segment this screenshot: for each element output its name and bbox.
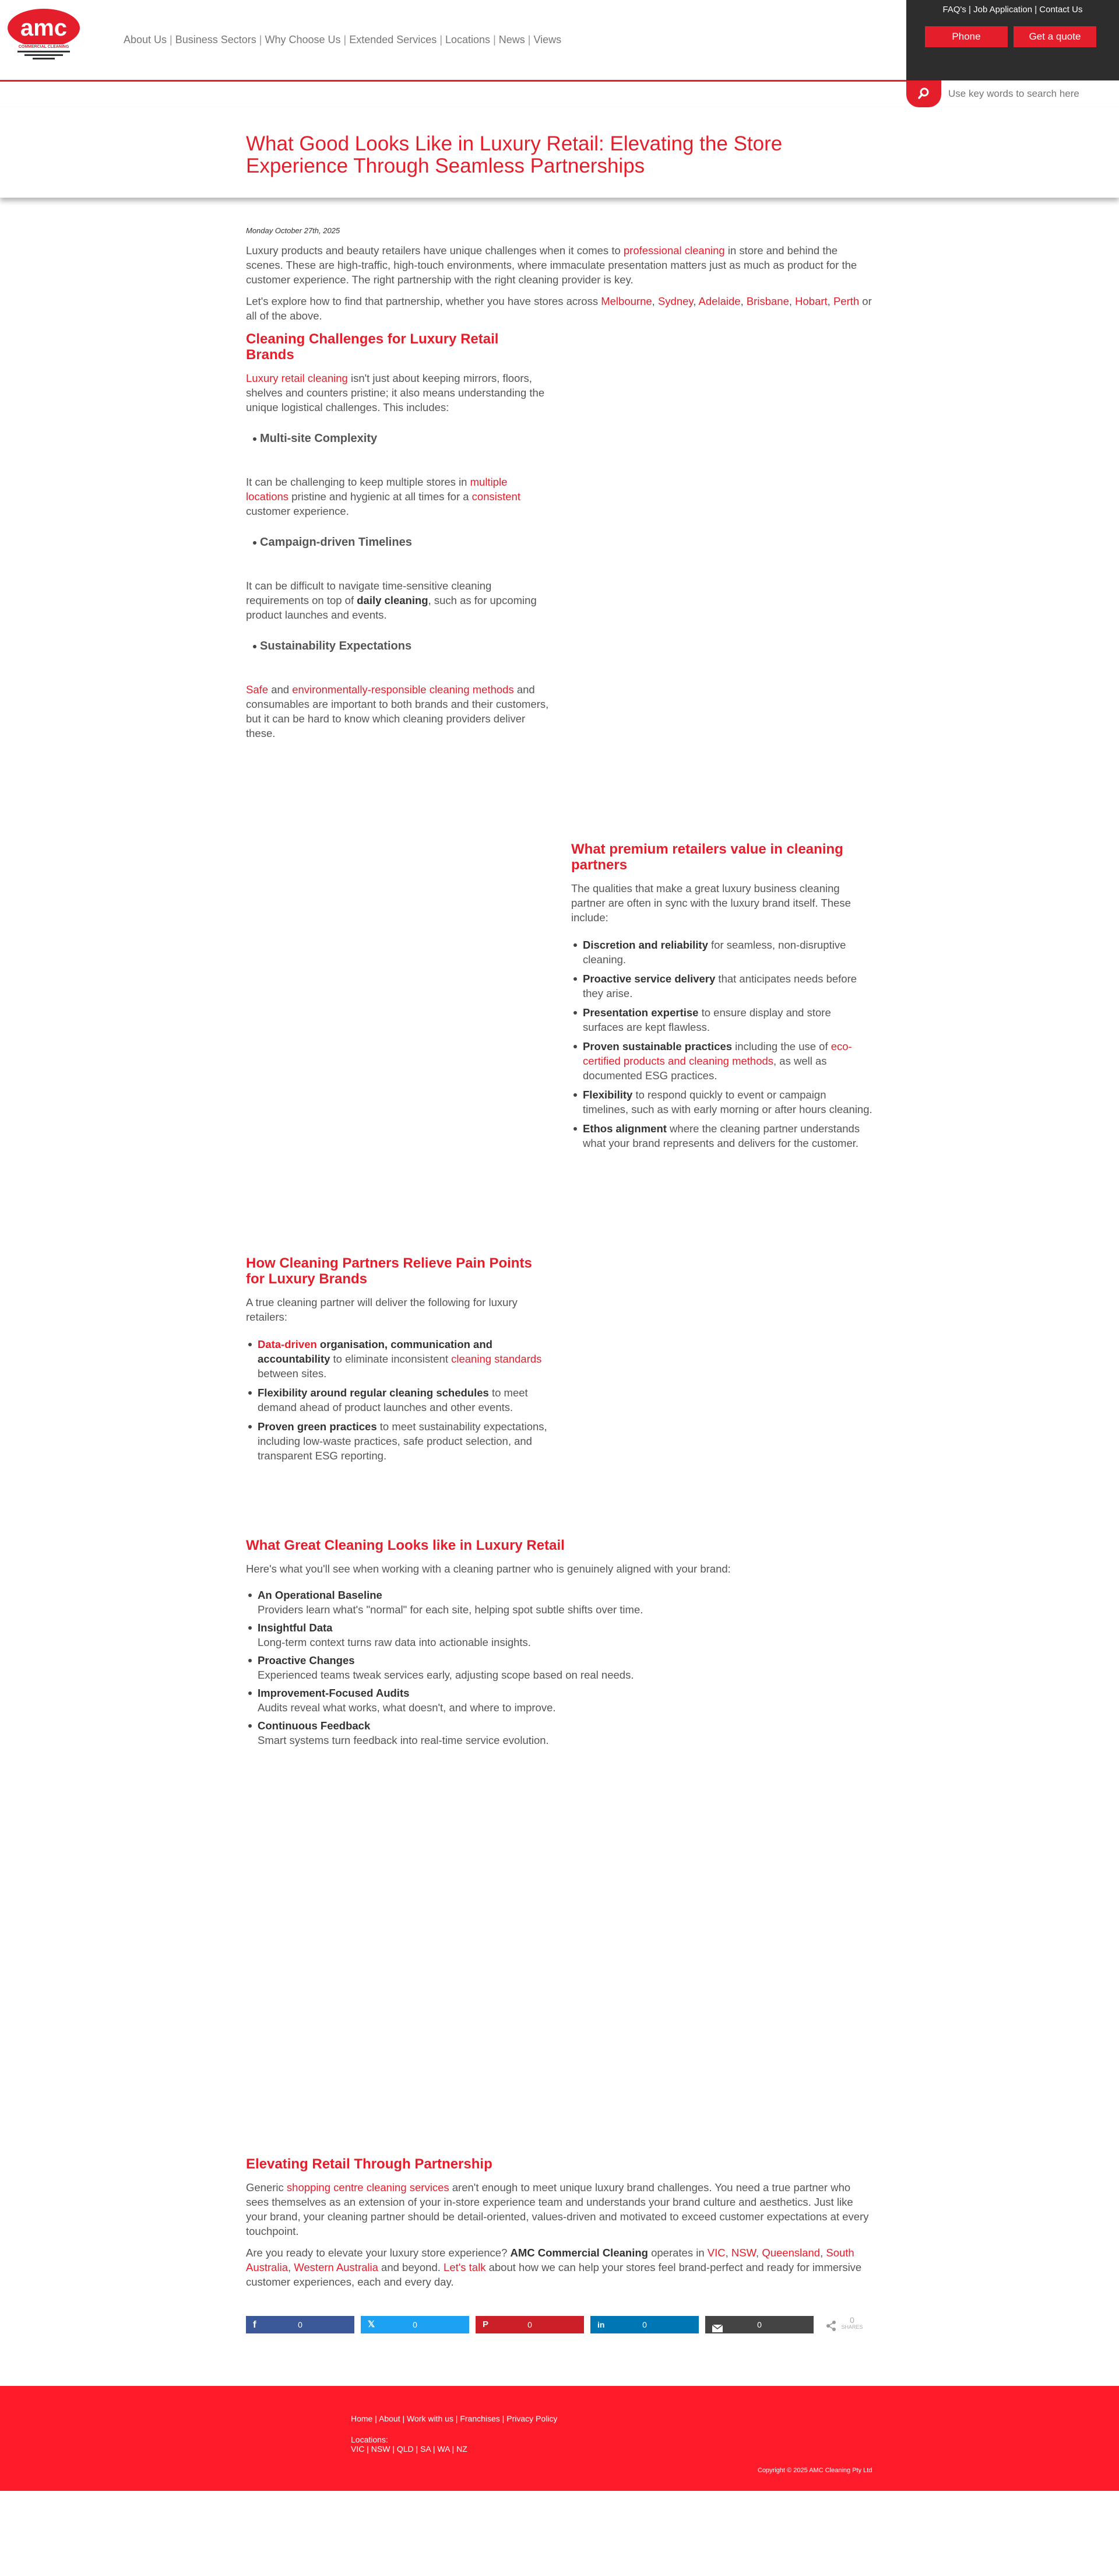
- link-hobart[interactable]: Hobart: [795, 295, 828, 307]
- footer-link-home[interactable]: Home: [351, 2414, 373, 2423]
- svg-text:COMMERCIAL CLEANING: COMMERCIAL CLEANING: [18, 45, 69, 49]
- text: aren't enough to meet unique luxury brand challenges. You need a true partner who sees themselves as an extension of your in-store experience team and understands your brand culture and aesthetics. Just like your brand, your cleaning partner should be detail-oriented, values-driven and motivated to exceed customer expectations at every touchpoint.: [246, 2181, 869, 2237]
- elevating-heading: Elevating Retail Through Partnership: [246, 2156, 492, 2172]
- x-icon: 𝕏: [368, 2319, 375, 2329]
- list-item: [246, 1653, 872, 1682]
- text: ,: [820, 2247, 826, 2259]
- share-linkedin-button[interactable]: [590, 2316, 699, 2333]
- link-adelaide[interactable]: Adelaide: [698, 295, 741, 307]
- link-western-australia[interactable]: Western Australia: [294, 2261, 378, 2273]
- text: to eliminate inconsistent: [330, 1353, 452, 1365]
- copyright: Copyright © 2025 AMC Cleaning Pty Ltd: [758, 2467, 872, 2474]
- bullet: [573, 1045, 577, 1048]
- link-melbourne[interactable]: Melbourne: [601, 295, 652, 307]
- facebook-icon: f: [253, 2319, 256, 2330]
- pain-heading: How Cleaning Partners Relieve Pain Points for Luxury Brands: [246, 1255, 532, 1287]
- text: It can be challenging to keep multiple stores in: [246, 476, 470, 488]
- link-eco-methods[interactable]: environmentally-responsible cleaning methods: [292, 683, 514, 696]
- link-sydney[interactable]: Sydney: [657, 295, 694, 307]
- share-count: 0: [527, 2320, 532, 2329]
- text: including the use of: [732, 1040, 831, 1052]
- link-consistent[interactable]: consistent: [471, 490, 520, 503]
- text: Providers learn what's "normal" for each site, helping spot subtle shifts over time.: [258, 1603, 643, 1616]
- challenge-text: [246, 475, 549, 518]
- pain-points-section: [246, 1255, 549, 1468]
- share-count: 0: [413, 2320, 417, 2329]
- list-item: [246, 1337, 549, 1381]
- text: between sites.: [258, 1367, 327, 1380]
- nav-extended-services[interactable]: Extended Services: [349, 34, 437, 45]
- search-bar: [906, 80, 1119, 107]
- bullet: [248, 1659, 252, 1662]
- list-item: [571, 1005, 874, 1034]
- top-link-faqs[interactable]: FAQ's: [942, 5, 966, 15]
- article-body: [246, 226, 872, 740]
- share-count: 0: [298, 2320, 302, 2329]
- share-bar: [246, 2316, 872, 2335]
- pinterest-icon: P: [483, 2319, 489, 2329]
- search-icon: [917, 87, 930, 103]
- challenge-text: [246, 682, 549, 740]
- text: ,: [287, 2261, 294, 2273]
- text: and: [268, 683, 293, 696]
- linkedin-icon: in: [597, 2320, 605, 2329]
- list-item: [246, 1686, 872, 1715]
- bullet: [573, 1093, 577, 1097]
- pain-intro: A true cleaning partner will deliver the following for luxury retailers:: [246, 1296, 518, 1323]
- text: for seamless, non-disruptive cleaning.: [583, 939, 846, 966]
- challenge-title: [253, 536, 549, 549]
- share-icon: [826, 2321, 836, 2334]
- link-professional-cleaning[interactable]: professional cleaning: [623, 244, 725, 257]
- nav-about-us[interactable]: About Us: [124, 34, 167, 45]
- footer-location-wa[interactable]: WA: [437, 2444, 450, 2454]
- link-brisbane[interactable]: Brisbane: [746, 295, 789, 307]
- text: , as well as documented ESG practices.: [583, 1055, 827, 1082]
- link-vic[interactable]: VIC: [707, 2247, 726, 2259]
- bullet: [573, 1011, 577, 1015]
- link-data-driven[interactable]: Data-driven: [258, 1338, 317, 1350]
- search-button[interactable]: [906, 80, 941, 107]
- nav-why-choose-us[interactable]: Why Choose Us: [265, 34, 341, 45]
- text: Audits reveal what works, what doesn't, and where to improve.: [258, 1701, 556, 1714]
- challenges-intro: [246, 371, 549, 415]
- great-intro: Here's what you'll see when working with a cleaning partner who is genuinely aligned with your brand:: [246, 1563, 731, 1575]
- text: Discretion and reliability: [583, 939, 708, 951]
- nav-views[interactable]: Views: [533, 34, 562, 45]
- text: Proven green practices: [258, 1420, 377, 1433]
- share-total: [840, 2316, 864, 2330]
- search-input[interactable]: [948, 86, 1114, 101]
- text: in store and behind the scenes. These are high-traffic, high-touch environments, where immaculate presentation matters just as much as product for the customer experience. The right partnership with the right cleaning provider is key.: [246, 244, 857, 286]
- intro-paragraph-1: [246, 243, 872, 287]
- text: organisation, communication and accountability: [258, 1338, 492, 1365]
- text: Are you ready to elevate your luxury store experience?: [246, 2247, 511, 2259]
- site-header: [0, 0, 1119, 82]
- text: daily cleaning: [357, 594, 428, 606]
- main-nav: About Us | Business Sectors | Why Choose Us | Extended Services | Locations | News | Views: [124, 34, 562, 45]
- bullet: [248, 1626, 252, 1630]
- footer-location-nz[interactable]: NZ: [456, 2444, 467, 2454]
- great-cleaning-section: [246, 1538, 872, 1751]
- bullet: [253, 541, 256, 545]
- great-heading: What Great Cleaning Looks like in Luxury Retail: [246, 1538, 565, 1553]
- site-footer: [0, 2386, 1119, 2491]
- footer-link-privacy-policy[interactable]: Privacy Policy: [506, 2414, 558, 2423]
- bullet: [248, 1343, 252, 1346]
- phone-button[interactable]: Phone: [925, 26, 1008, 47]
- text: ,: [756, 2247, 762, 2259]
- footer-link-work-with-us[interactable]: Work with us: [407, 2414, 453, 2423]
- text: Luxury products and beauty retailers have unique challenges when it comes to: [246, 244, 624, 257]
- get-quote-button[interactable]: Get a quote: [1014, 26, 1096, 47]
- text: Proactive service delivery: [583, 973, 716, 985]
- text: Continuous Feedback: [258, 1719, 371, 1732]
- text: Ethos alignment: [583, 1122, 667, 1135]
- share-x-button[interactable]: [361, 2316, 469, 2333]
- challenges-section: [246, 331, 549, 740]
- list-item: [246, 1620, 872, 1650]
- bullet: [573, 1127, 577, 1131]
- text: Sustainability Expectations: [260, 640, 412, 652]
- text: Campaign-driven Timelines: [260, 536, 412, 549]
- text: , such as for upcoming product launches and events.: [246, 594, 537, 621]
- top-link-contact-us[interactable]: Contact Us: [1039, 5, 1083, 15]
- text: Improvement-Focused Audits: [258, 1687, 410, 1699]
- text: Experienced teams tweak services early, adjusting scope based on real needs.: [258, 1669, 634, 1681]
- bullet: [248, 1594, 252, 1597]
- page-hero: [0, 107, 1119, 198]
- share-facebook-button[interactable]: [246, 2316, 354, 2333]
- text: ,: [693, 295, 699, 307]
- text: isn't just about keeping mirrors, floors, shelves and counters pristine; it also means understanding the unique logistical challenges. This includes:: [246, 372, 545, 413]
- text: Let's explore how to find that partnership, whether you have stores across: [246, 295, 601, 307]
- link-queensland[interactable]: Queensland: [762, 2247, 821, 2259]
- text: where the cleaning partner understands what your brand represents and delivers for the customer.: [583, 1122, 860, 1149]
- elevating-paragraph-1: [246, 2180, 872, 2238]
- bullet: [248, 1391, 252, 1395]
- text: pristine and hygienic at all times for a: [288, 490, 472, 503]
- link-eco-certified[interactable]: eco-certified products and cleaning methods: [583, 1040, 852, 1067]
- elevating-section: [246, 2156, 872, 2289]
- elevating-paragraph-2: [246, 2245, 872, 2289]
- footer-location-vic[interactable]: VIC: [351, 2444, 365, 2454]
- bullet: [253, 437, 256, 441]
- text: to ensure display and store surfaces are kept flawless.: [583, 1006, 831, 1033]
- text: ,: [725, 2247, 731, 2259]
- footer-location-nsw[interactable]: NSW: [371, 2444, 390, 2454]
- post-date: Monday October 27th, 2025: [246, 226, 340, 235]
- list-item: [571, 1087, 874, 1117]
- bullet: [248, 1724, 252, 1728]
- text: Multi-site Complexity: [260, 432, 378, 445]
- text: ,: [740, 295, 747, 307]
- link-perth[interactable]: Perth: [833, 295, 860, 307]
- footer-link-about[interactable]: About: [379, 2414, 400, 2423]
- link-lets-talk[interactable]: Let's talk: [444, 2261, 486, 2273]
- challenge-title: [253, 432, 549, 445]
- text: to meet demand ahead of product launches and other events.: [258, 1387, 528, 1413]
- share-email-button[interactable]: [705, 2316, 814, 2333]
- text: ,: [827, 295, 833, 307]
- nav-locations[interactable]: Locations: [445, 34, 491, 45]
- text: Generic: [246, 2181, 287, 2194]
- link-south-australia[interactable]: South Australia: [246, 2247, 854, 2273]
- footer-location-qld[interactable]: QLD: [396, 2444, 414, 2454]
- share-count: 0: [642, 2320, 647, 2329]
- premium-heading: What premium retailers value in cleaning partners: [571, 841, 843, 873]
- text: and beyond.: [378, 2261, 444, 2273]
- share-pinterest-button[interactable]: [476, 2316, 584, 2333]
- share-total-count: 0: [850, 2315, 854, 2325]
- text: Proactive Changes: [258, 1654, 355, 1666]
- premium-intro: The qualities that make a great luxury business cleaning partner are often in sync with the luxury brand itself. These include:: [571, 882, 851, 924]
- text: Flexibility around regular cleaning schedules: [258, 1387, 489, 1399]
- link-nsw[interactable]: NSW: [731, 2247, 756, 2259]
- list-item: [571, 1121, 874, 1150]
- share-count: 0: [757, 2320, 762, 2329]
- text: Flexibility: [583, 1089, 633, 1101]
- list-item: [571, 1039, 874, 1083]
- share-total-label: SHARES: [841, 2324, 863, 2330]
- text: and consumables are important to both brands and their customers, but it can be hard to know which cleaning providers deliver these.: [246, 683, 549, 739]
- challenge-text: [246, 578, 549, 622]
- bullet: [253, 645, 256, 648]
- footer-links: Home | About | Work with us | Franchises | Privacy Policy: [351, 2414, 558, 2423]
- link-safe[interactable]: Safe: [246, 683, 269, 696]
- text: Smart systems turn feedback into real-time service evolution.: [258, 1734, 549, 1746]
- top-action-panel: [906, 0, 1119, 82]
- link-luxury-retail-cleaning[interactable]: Luxury retail cleaning: [246, 372, 348, 384]
- bullet: [573, 977, 577, 981]
- link-shopping-centre-cleaning[interactable]: shopping centre cleaning services: [286, 2181, 449, 2194]
- list-item: [571, 971, 874, 1001]
- text: ,: [652, 295, 658, 307]
- text: Proven sustainable practices: [583, 1040, 733, 1052]
- text: operates in: [648, 2247, 708, 2259]
- footer-location-sa[interactable]: SA: [420, 2444, 431, 2454]
- footer-locations-label: Locations:: [351, 2435, 388, 2444]
- nav-business-sectors[interactable]: Business Sectors: [175, 34, 256, 45]
- link-multiple-locations[interactable]: multiple locations: [246, 476, 508, 503]
- text: or all of the above.: [246, 295, 872, 322]
- top-link-job-application[interactable]: Job Application: [973, 5, 1033, 15]
- page-title: What Good Looks Like in Luxury Retail: Elevating the Store Experience Through Seamless Partnerships: [246, 132, 783, 177]
- link-cleaning-standards[interactable]: cleaning standards: [451, 1353, 542, 1365]
- footer-link-franchises[interactable]: Franchises: [460, 2414, 500, 2423]
- text: An Operational Baseline: [258, 1589, 382, 1601]
- premium-section: [571, 841, 874, 1155]
- text: to meet sustainability expectations, including low-waste practices, safe product selection, and transparent ESG reporting.: [258, 1420, 547, 1462]
- challenge-title: [253, 640, 549, 653]
- text: customer experience.: [246, 505, 349, 517]
- bullet: [573, 943, 577, 947]
- bullet: [248, 1691, 252, 1695]
- amc-logo[interactable]: [6, 8, 82, 62]
- text: It can be difficult to navigate time-sensitive cleaning requirements on top of: [246, 580, 492, 606]
- text: ,: [789, 295, 796, 307]
- challenges-heading: Cleaning Challenges for Luxury Retail Brands: [246, 331, 499, 363]
- text: Long-term context turns raw data into actionable insights.: [258, 1636, 531, 1648]
- intro-paragraph-2: [246, 294, 872, 323]
- text: Insightful Data: [258, 1622, 333, 1634]
- svg-text:amc: amc: [20, 15, 68, 41]
- nav-news[interactable]: News: [498, 34, 525, 45]
- text: to respond quickly to event or campaign timelines, such as with early morning or after hours cleaning.: [583, 1089, 872, 1115]
- text: about how we can help your stores feel brand-perfect and ready for immersive customer experiences, each and every day.: [246, 2261, 862, 2288]
- bullet: [248, 1425, 252, 1429]
- list-item: [571, 938, 874, 967]
- list-item: [246, 1419, 549, 1463]
- footer-locations: VIC | NSW | QLD | SA | WA | NZ: [351, 2444, 467, 2454]
- text: that anticipates needs before they arise.: [583, 973, 857, 999]
- text: Presentation expertise: [583, 1006, 699, 1019]
- list-item: [246, 1718, 872, 1747]
- top-links: FAQ's | Job Application | Contact Us: [942, 5, 1083, 15]
- list-item: [246, 1385, 549, 1415]
- list-item: [246, 1588, 872, 1617]
- text: AMC Commercial Cleaning: [510, 2247, 648, 2259]
